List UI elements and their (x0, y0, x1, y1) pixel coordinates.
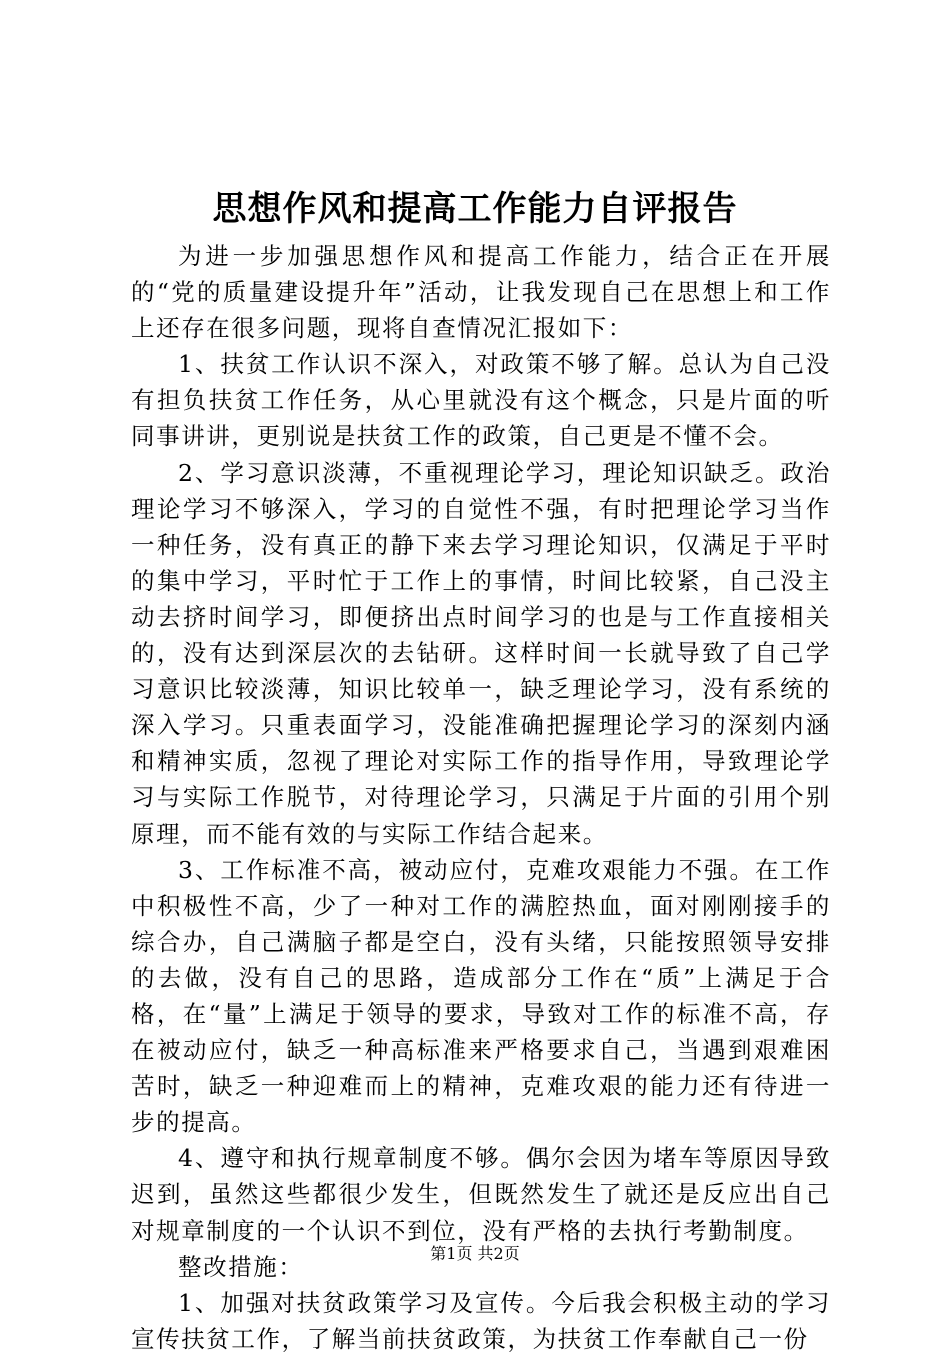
document-body (131, 238, 831, 1357)
document-title: 思想作风和提高工作能力自评报告 (212, 189, 738, 229)
measures-heading: 整改措施： (178, 1252, 304, 1281)
measure-item-1: 1、加强对扶贫政策学习及宣传。今后我会积极主动的学习宣传扶贫工作，了解当前扶贫政策，为扶贫工作奉献自己一份 (131, 1288, 831, 1353)
paragraph-item-4: 4、遵守和执行规章制度不够。偶尔会因为堵车等原因导致迟到，虽然这些都很少发生，但既然发生了就还是反应出自己对规章制度的一个认识不到位，没有严格的去执行考勤制度。 (131, 1144, 831, 1245)
paragraph-item-2: 2、学习意识淡薄，不重视理论学习，理论知识缺乏。政治理论学习不够深入，学习的自觉性不强，有时把理论学习当作一种任务，没有真正的静下来去学习理论知识，仅满足于平时的集中学习，平时忙于工作上的事情，时间比较紧，自己没主动去挤时间学习，即便挤出点时间学习的也是与工作直接相关的，没有达到深层次的去钻研。这样时间一长就导致了自己学习意识比较淡薄，知识比较单一，缺乏理论学习，没有系统的深入学习。只重表面学习，没能准确把握理论学习的深刻内涵和精神实质，忽视了理论对实际工作的指导作用，导致理论学习与实际工作脱节，对待理论学习，只满足于片面的引用个别原理，而不能有效的与实际工作结合起来。 (131, 458, 831, 848)
page-number-footer: 第1页 共2页 (430, 1244, 520, 1263)
paragraph-item-1: 1、扶贫工作认识不深入，对政策不够了解。总认为自己没有担负扶贫工作任务，从心里就没有这个概念，只是片面的听同事讲讲，更别说是扶贫工作的政策，自己更是不懂不会。 (131, 350, 831, 451)
paragraph-item-3: 3、工作标准不高，被动应付，克难攻艰能力不强。在工作中积极性不高，少了一种对工作的满腔热血，面对刚刚接手的综合办，自己满脑子都是空白，没有头绪，只能按照领导安排的去做，没有自己的思路，造成部分工作在“质”上满足于合格，在“量”上满足于领导的要求，导致对工作的标准不高，存在被动应付，缺乏一种高标准来严格要求自己，当遇到艰难困苦时，缺乏一种迎难而上的精神，克难攻艰的能力还有待进一步的提高。 (131, 855, 831, 1137)
intro-paragraph: 为进一步加强思想作风和提高工作能力，结合正在开展的“党的质量建设提升年”活动，让我发现自己在思想上和工作上还存在很多问题，现将自查情况汇报如下： (131, 242, 831, 343)
